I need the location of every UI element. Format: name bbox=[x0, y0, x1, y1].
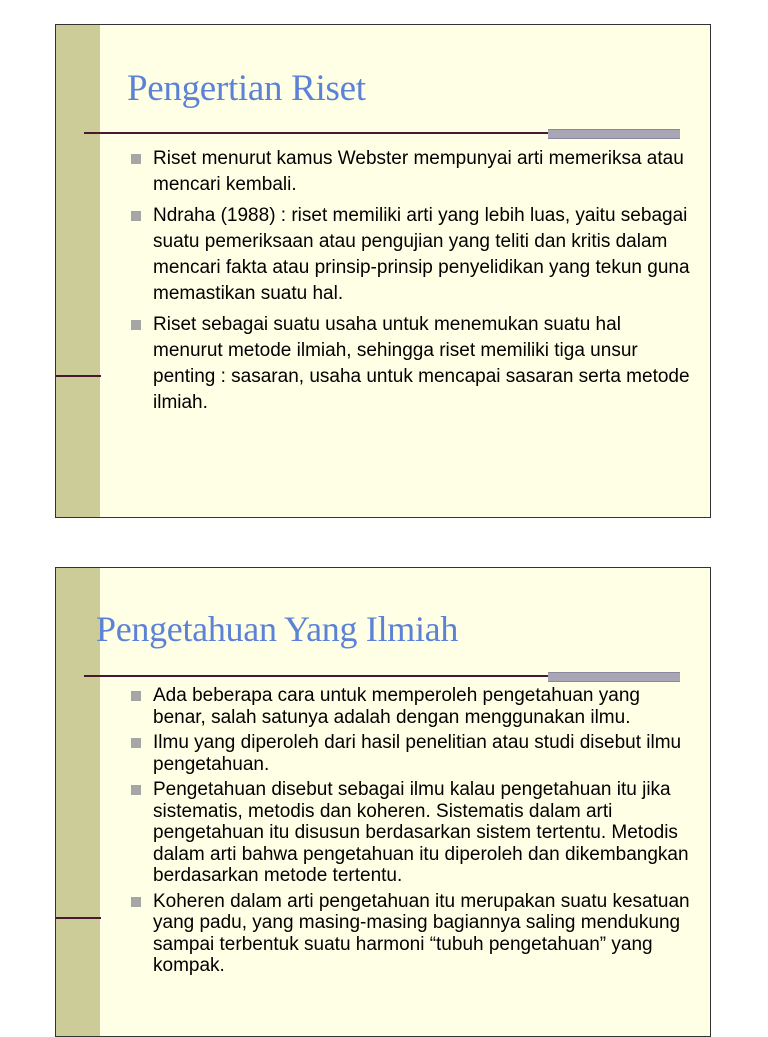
slide-title: Pengetahuan Yang Ilmiah bbox=[96, 609, 459, 649]
list-item bbox=[131, 685, 696, 728]
bullet-text: Ndraha (1988) : riset memiliki arti yang lebih luas, yaitu sebagai suatu pemeriksaan atau pengujian yang teliti dan kritis dalam mencari fakta atau prinsip-prinsip penyelidikan yang tekun guna memastikan suatu hal. bbox=[153, 205, 690, 304]
bullet-square-icon bbox=[131, 738, 141, 748]
slide-pengetahuan-ilmiah bbox=[55, 567, 711, 1037]
list-item bbox=[131, 891, 696, 977]
list-item bbox=[131, 203, 691, 307]
slide-sidebar bbox=[56, 568, 100, 1036]
title-rule-accent bbox=[548, 129, 680, 139]
bullet-text: Pengetahuan disebut sebagai ilmu kalau pengetahuan itu jika sistematis, metodis dan koheren. Sistematis dalam arti pengetahuan itu disusun berdasarkan sistem tertentu. Metodis dalam arti bahwa pengetahuan itu diperoleh dan dikembangkan berdasarkan metode tertentu. bbox=[153, 779, 689, 886]
bullet-text: Ilmu yang diperoleh dari hasil penelitian atau studi disebut ilmu pengetahuan. bbox=[153, 732, 682, 775]
bullet-square-icon bbox=[131, 211, 141, 221]
bullet-square-icon bbox=[131, 897, 141, 907]
list-item bbox=[131, 779, 696, 887]
bullet-list bbox=[131, 685, 696, 981]
sidebar-tick bbox=[56, 375, 101, 377]
slide-title: Pengertian Riset bbox=[127, 68, 366, 109]
list-item bbox=[131, 312, 691, 416]
bullet-square-icon bbox=[131, 691, 141, 701]
bullet-square-icon bbox=[131, 154, 141, 164]
bullet-list bbox=[131, 146, 691, 421]
list-item bbox=[131, 732, 696, 775]
slide-pengertian-riset bbox=[55, 24, 711, 518]
bullet-square-icon bbox=[131, 320, 141, 330]
bullet-text: Ada beberapa cara untuk memperoleh pengetahuan yang benar, salah satunya adalah dengan menggunakan ilmu. bbox=[153, 685, 640, 728]
bullet-text: Koheren dalam arti pengetahuan itu merupakan suatu kesatuan yang padu, yang masing-masing bagiannya saling mendukung sampai terbentuk suatu harmoni “tubuh pengetahuan” yang kompak. bbox=[153, 890, 690, 976]
bullet-text: Riset menurut kamus Webster mempunyai arti memeriksa atau mencari kembali. bbox=[153, 148, 684, 195]
bullet-square-icon bbox=[131, 785, 141, 795]
slide-sidebar bbox=[56, 25, 100, 517]
sidebar-tick bbox=[56, 917, 101, 919]
bullet-text: Riset sebagai suatu usaha untuk menemukan suatu hal menurut metode ilmiah, sehingga riset memiliki tiga unsur penting : sasaran, usaha untuk mencapai sasaran serta metode ilmiah. bbox=[153, 314, 690, 413]
title-rule-accent bbox=[548, 672, 680, 682]
list-item bbox=[131, 146, 691, 198]
